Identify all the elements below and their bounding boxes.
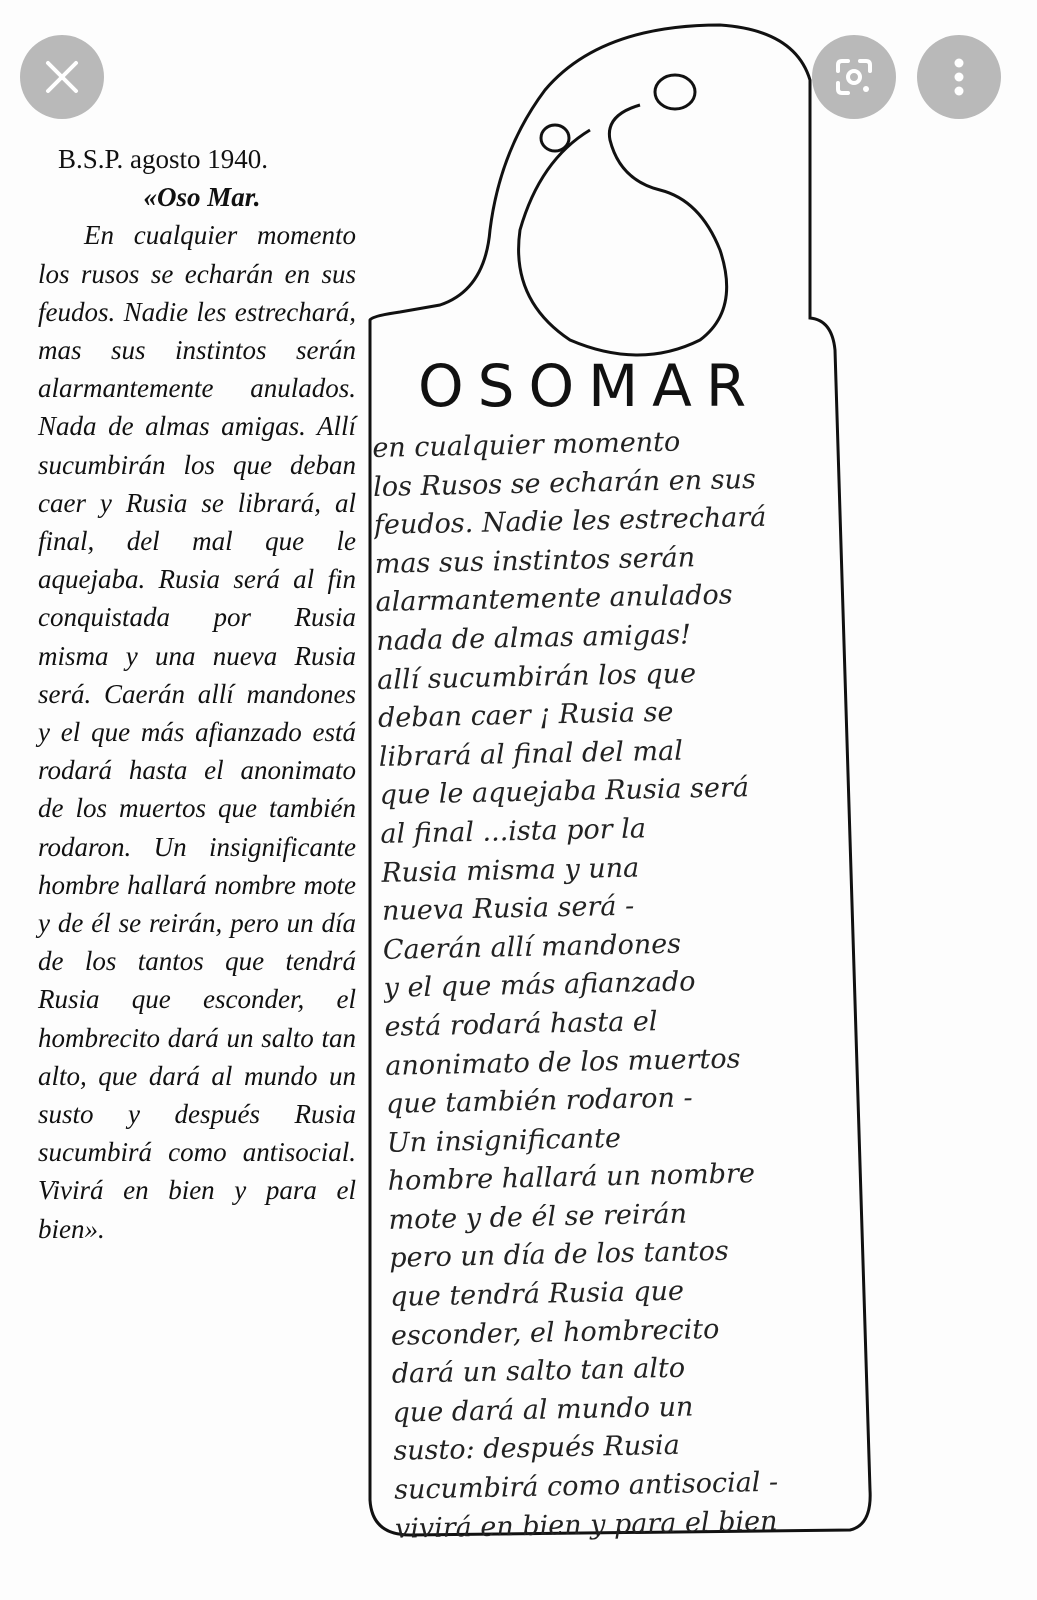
manuscript-line: que le aquejaba Rusia será <box>379 772 750 812</box>
more-options-button[interactable] <box>917 35 1001 119</box>
article-header: B.S.P. agosto 1940. <box>58 144 269 174</box>
manuscript-line: mas sus instintos serán <box>374 542 696 580</box>
manuscript-line: Un insignificante <box>386 1122 622 1159</box>
manuscript-line: que dará al mundo un <box>392 1391 694 1429</box>
manuscript-title: OSOMAR <box>418 352 761 420</box>
manuscript-line: Rusia misma y una <box>380 852 640 889</box>
article-title: «Oso Mar. <box>143 182 261 213</box>
manuscript-line: pero un día de los tantos <box>389 1236 730 1275</box>
manuscript-line: feudos. Nadie les estrechará <box>373 501 767 542</box>
manuscript-line: allí sucumbirán los que <box>376 657 697 696</box>
manuscript-text <box>372 420 875 1549</box>
manuscript-line: nada de almas amigas! <box>376 619 692 657</box>
article-body: En cualquier momento los rusos se echarán en sus feudos. Nadie les estrechará, mas sus instintos serán alarmantemente anulados. Nada de almas amigas. Allí sucumbirán los que deban caer y Rusia se librará, al final, del mal que le aquejaba. Rusia será al fin conquistada por Rusia misma y una nueva Rusia será. Caerán allí mandones y el que más afianzado está rodará hasta el anonimato de los muertos que también rodaron. Un insignificante hombre hallará nombre mote y de él se reirán, pero un día de los tantos que tendrá Rusia que esconder, el hombrecito dará un salto tan alto, que dará al mundo un susto y después Rusia sucumbirá como antisocial. Vivirá en bien y para el bien». <box>38 220 356 1244</box>
manuscript-line: sucumbirá como antisocial - <box>393 1466 779 1506</box>
manuscript-line: los Rusos se echarán en sus <box>372 463 757 503</box>
manuscript-line: susto: después Rusia <box>393 1430 681 1468</box>
manuscript-line: deban caer ¡ Rusia se <box>377 696 674 735</box>
manuscript-line: está rodará hasta el <box>384 1006 658 1043</box>
more-vertical-icon <box>949 55 969 99</box>
manuscript-line: dará un salto tan alto <box>391 1352 686 1391</box>
manuscript-line: Caerán allí mandones <box>382 928 682 966</box>
manuscript-line: nueva Rusia será - <box>381 890 635 928</box>
manuscript-line: que tendrá Rusia que <box>389 1275 685 1313</box>
manuscript-line: que también rodaron - <box>385 1082 693 1120</box>
manuscript-line: hombre hallará un nombre <box>387 1158 756 1198</box>
manuscript-line: librará al final del mal <box>378 735 684 773</box>
manuscript-line: alarmantemente anulados <box>375 579 733 619</box>
manuscript-line: y el que más afianzado <box>383 966 696 1005</box>
lens-button[interactable] <box>812 35 896 119</box>
manuscript-line: en cualquier momento <box>372 426 681 464</box>
manuscript-line: anonimato de los muertos <box>384 1042 741 1082</box>
close-icon <box>42 57 82 97</box>
close-button[interactable] <box>20 35 104 119</box>
manuscript-line: esconder, el hombrecito <box>390 1313 720 1352</box>
manuscript-line: vivirá en bien y para el bien <box>394 1505 778 1545</box>
lens-icon <box>832 55 876 99</box>
manuscript-line: al final ...ista por la <box>380 813 647 850</box>
printed-article <box>38 140 356 1248</box>
manuscript-line: mote y de él se reirán <box>388 1198 688 1236</box>
